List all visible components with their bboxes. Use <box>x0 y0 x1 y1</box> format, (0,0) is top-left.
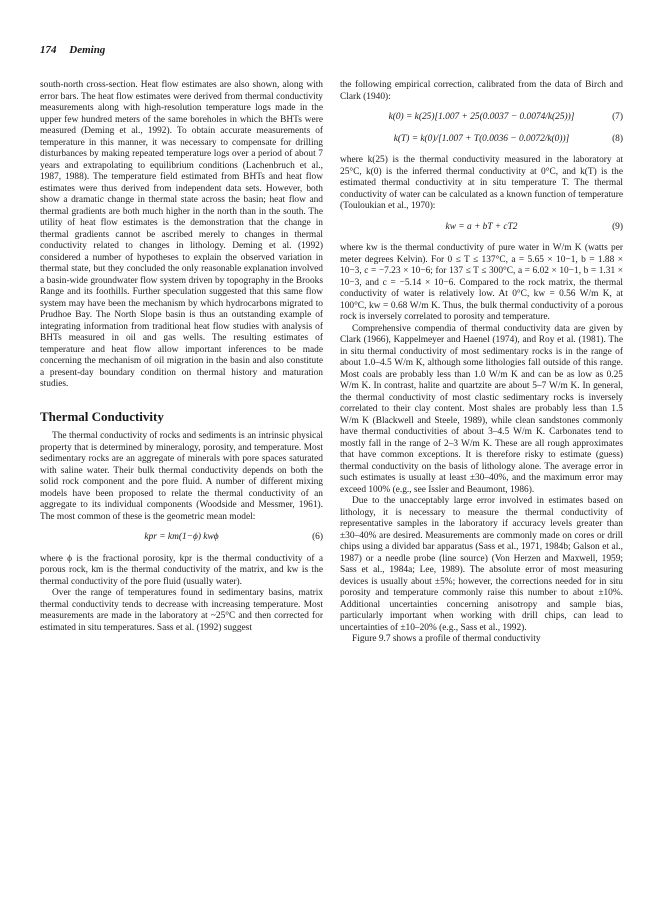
paragraph: Over the range of temperatures found in sedimentary basins, matrix thermal conductivity tends to decrease with increasing temperature. Most measurements are made in the laboratory at ~25°C and then corrected for estimated in situ temperatures. Sass et al. (1992) suggest <box>40 588 323 633</box>
equation-body: kw = a + bT + cT2 <box>445 221 518 232</box>
equation-number: (9) <box>612 221 623 232</box>
left-column <box>40 80 323 634</box>
running-header <box>40 44 105 56</box>
right-column <box>340 80 623 646</box>
equation-number: (7) <box>612 112 623 122</box>
equation-body: k(0) = k(25)[1.007 + 25(0.0037 − 0.0074/k(25))] <box>388 112 575 122</box>
paragraph: where ϕ is the fractional porosity, kpr is the thermal conductivity of a porous rock, km is the thermal conductivity of the matrix, and kw is the thermal conductivity of the pore fluid (usually water). <box>40 553 323 587</box>
section-heading: Thermal Conductivity <box>40 408 164 424</box>
equation-body: k(T) = k(0)/[1.007 + T(0.0036 − 0.0072/k(0))] <box>393 133 570 144</box>
equation-6 <box>40 532 323 544</box>
equation-9 <box>340 222 623 234</box>
equation-number: (6) <box>312 532 323 542</box>
paragraph: south-north cross-section. Heat flow estimates are also shown, along with error bars. The heat flow estimates were derived from thermal conductivity measurements along with high-resolution temperature logs made in the upper few hundred meters of the same boreholes in which the BHTs were measured (Deming et al., 1992). To obtain accurate measurements of temperature in this manner, it was necessary to compensate for drilling disturbances by making repeated temperature logs over a period of about 7 years and extrapolating to equilibrium conditions (Lachenbruch et al., 1987, 1988). The temperature field estimated from BHTs and heat flow estimates were thus derived from independent data sets. However, both show a dramatic change in thermal state across the basin; heat flow and thermal gradients are both much higher in the north than in the south. The utility of heat flow estimates is the demonstration that the change in thermal gradients cannot be ascribed merely to changes in thermal conductivity related to changes in lithology. Deming et al. (1992) considered a number of hypotheses to explain the observed variation in thermal state, but they concluded the only reasonable explanation involved a basin-wide groundwater flow system driven by topography in the Brooks Range and its foothills. Further speculation suggested that this same flow system may have been the mechanism by which hydrocarbons migrated to Prudhoe Bay. The North Slope basin is thus an outstanding example of integrating information from traditional heat flow studies with analysis of BHTs measured in oil and gas wells. The resulting estimates of temperature and heat flow allow important inferences to be made concerning the mechanism of oil migration in the basin and also constitute a present-day boundary condition on thermal history and maturation studies. <box>40 80 323 389</box>
paragraph: where kw is the thermal conductivity of pure water in W/m K (watts per meter degrees Kelvin). For 0 ≤ T ≤ 137°C, a = 5.65 × 10−1, b = 1.88 × 10−3, c = −7.23 × 10−6; for 137 ≤ T ≤ 300°C, a = 6.02 × 10−1, b = 1.31 × 10−3, and c = −5.14 × 10−6. Compared to the rock matrix, the thermal conductivity of water is relatively low. At 0°C, kw = 0.56 W/m K, at 100°C, kw = 0.68 W/m K. Thus, the bulk thermal conductivity of a porous rock is inversely correlated to porosity and temperature. <box>340 243 623 322</box>
paragraph: The thermal conductivity of rocks and sediments is an intrinsic physical property that is determined by mineralogy, porosity, and temperature. Most sedimentary rocks are an aggregate of minerals with pore spaces saturated with saline water. Their bulk thermal conductivity depends on both the solid rock component and the pore fluid. A number of different mixing models have been proposed to relate the thermal conductivity of an aggregate to its individual components (Woodside and Messmer, 1961). The most common of these is the geometric mean model: <box>40 431 323 522</box>
paragraph: the following empirical correction, calibrated from the data of Birch and Clark (1940): <box>340 80 623 102</box>
equation-number: (8) <box>612 133 623 144</box>
paragraph: Due to the unacceptably large error involved in estimates based on lithology, it is necessary to measure the thermal conductivity of representative samples in the laboratory if accuracy levels greater than ±30–40% are desired. Measurements are commonly made on cores or drill chips using a divided bar apparatus (Sass et al., 1971, 1984b; Galson et al., 1987) or a needle probe (line source) (Von Herzen and Maxwell, 1959; Sass et al., 1984a; Lee, 1989). The absolute error of most measuring devices is usually about ±5%; however, the corrections needed for in situ porosity and temperature commonly raise this number to about ±10%. Additional uncertainties concerning anisotropy and sample bias, particularly important when working with drill chips, can lead to uncertainties of ±10–20% (e.g., Sass et al., 1992). <box>340 496 623 633</box>
paragraph: Figure 9.7 shows a profile of thermal conductivity <box>352 634 541 644</box>
equation-7 <box>340 112 623 124</box>
running-author: Deming <box>69 44 106 56</box>
equation-body: kpr = km(1−ϕ) kwϕ <box>144 532 219 542</box>
paragraph: Comprehensive compendia of thermal conductivity data are given by Clark (1966), Kappelmeyer and Haenel (1974), and Roy et al. (1981). The in situ thermal conductivity of most sedimentary rocks is in the range of about 1.0–4.5 W/m K, although some lithologies fall outside of this range. Most coals are probably less than 1.0 W/m K and can be as low as 0.25 W/m K. In contrast, halite and quartzite are about 5–7 W/m K. In general, the thermal conductivity of most clastic sedimentary rocks is inversely correlated to their clay content. Most shales are probably less than 1.5 W/m K (Blackwell and Steele, 1989), while clean sandstones commonly have thermal conductivities of about 3–4.5 W/m K. Carbonates tend to mostly fall in the range of 2–3 W/m K. These are all rough approximates that have common exceptions. It is therefore risky to estimate (guess) thermal conductivity on the basis of lithology alone. The average error in such estimates is usually at least ±30–40%, and the maximum error may exceed 100% (e.g., see Issler and Beaumont, 1986). <box>340 323 623 495</box>
equation-8 <box>340 134 623 146</box>
paragraph: where k(25) is the thermal conductivity measured in the laboratory at 25°C, k(0) is the inferred thermal conductivity at 0°C, and k(T) is the estimated thermal conductivity at in situ temperature T. The thermal conductivity of water can be calculated as a known function of temperature (Touloukian et al., 1970): <box>340 155 623 211</box>
page-number: 174 <box>40 44 57 56</box>
